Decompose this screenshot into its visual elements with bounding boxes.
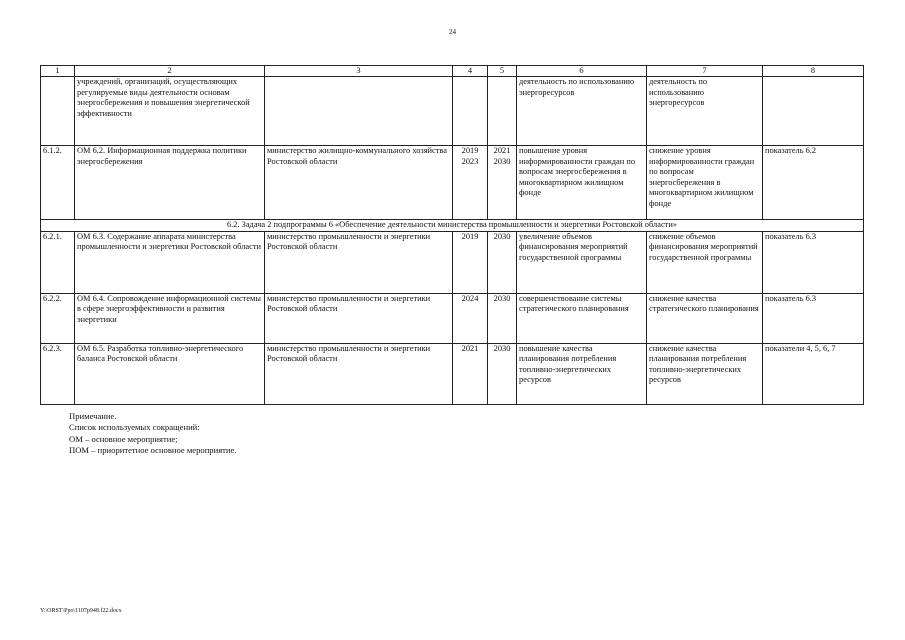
end-year: 2030 — [488, 293, 517, 343]
end-year: 2030 — [488, 343, 517, 404]
table-header-row — [41, 66, 864, 77]
row-number: 6.2.1. — [41, 231, 75, 293]
start-year: 2019 — [453, 231, 488, 293]
expected-result: повышение качества планирования потребления топливно-энергетических ресурсов — [517, 343, 647, 404]
indicator-link: показатель 6.3 — [763, 231, 864, 293]
non-implementation-consequence: снижение объемов финансирования мероприятий государственной программы — [647, 231, 763, 293]
indicator-link: показатель 6.3 — [763, 293, 864, 343]
start-year: 2024 — [453, 293, 488, 343]
note-line: ПОМ – приоритетное основное мероприятие. — [69, 445, 237, 456]
table-row — [41, 77, 864, 146]
measure-name: ОМ 6.4. Сопровождение информационной системы в сфере энергоэффективности и развития энергетики — [75, 293, 265, 343]
end-year: 2030 — [488, 231, 517, 293]
section-row — [41, 220, 864, 232]
note-heading: Примечание. — [69, 411, 117, 421]
non-implementation-consequence: деятельность по использованию энергоресурсов — [647, 77, 763, 146]
file-path-footer: Y:\ORST\Ppo\1107p948.f22.docx — [40, 608, 122, 614]
expected-result: увеличение объемов финансирования мероприятий государственной программы — [517, 231, 647, 293]
row-number: 6.2.3. — [41, 343, 75, 404]
expected-result: совершенствование системы стратегического планирования — [517, 293, 647, 343]
table-row — [41, 146, 864, 220]
indicator-link: показатель 6.2 — [763, 146, 864, 220]
table-row — [41, 343, 864, 404]
header-cell: 6 — [517, 66, 647, 77]
header-cell: 2 — [75, 66, 265, 77]
start-year: 2019 2023 — [453, 146, 488, 220]
non-implementation-consequence: снижение качества стратегического планирования — [647, 293, 763, 343]
page-number: 24 — [449, 28, 456, 36]
expected-result: повышение уровня информированности граждан по вопросам энергосбережения в многоквартирном жилищном фонде — [517, 146, 647, 220]
row-number: 6.2.2. — [41, 293, 75, 343]
executor: министерство жилищно-коммунального хозяйства Ростовской области — [265, 146, 453, 220]
executor: министерство промышленности и энергетики Ростовской области — [265, 343, 453, 404]
measure-name: ОМ 6.3. Содержание аппарата министерства промышленности и энергетики Ростовской области — [75, 231, 265, 293]
header-cell: 4 — [453, 66, 488, 77]
end-year — [488, 77, 517, 146]
end-year: 2021 2030 — [488, 146, 517, 220]
measure-name: учреждений, организаций, осуществляющих регулируемые виды деятельности основам энергосбережения и повышения энергетической эффективности — [75, 77, 265, 146]
header-cell: 3 — [265, 66, 453, 77]
row-number — [41, 77, 75, 146]
table-row — [41, 231, 864, 293]
note-line: Список используемых сокращений: — [69, 422, 200, 433]
start-year — [453, 77, 488, 146]
note-line: ОМ – основное мероприятие; — [69, 433, 178, 444]
measures-table — [40, 65, 864, 405]
section-title: 6.2. Задача 2 подпрограммы 6 «Обеспечение деятельности министерства промышленности и энергетики Ростовской области» — [41, 220, 864, 232]
expected-result: деятельность по использованию энергоресурсов — [517, 77, 647, 146]
header-cell: 5 — [488, 66, 517, 77]
header-cell: 7 — [647, 66, 763, 77]
measure-name: ОМ 6.5. Разработка топливно-энергетического баланса Ростовской области — [75, 343, 265, 404]
header-cell: 1 — [41, 66, 75, 77]
table-row — [41, 293, 864, 343]
executor: министерство промышленности и энергетики Ростовской области — [265, 231, 453, 293]
indicator-link — [763, 77, 864, 146]
notes-block — [69, 411, 236, 457]
executor — [265, 77, 453, 146]
executor: министерство промышленности и энергетики Ростовской области — [265, 293, 453, 343]
row-number: 6.1.2. — [41, 146, 75, 220]
non-implementation-consequence: снижение уровня информированности граждан по вопросам энергосбережения в многоквартирном жилищном фонде — [647, 146, 763, 220]
start-year: 2021 — [453, 343, 488, 404]
measure-name: ОМ 6.2. Информационная поддержка политики энергосбережения — [75, 146, 265, 220]
non-implementation-consequence: снижение качества планирования потребления топливно-энергетических ресурсов — [647, 343, 763, 404]
indicator-link: показатели 4, 5, 6, 7 — [763, 343, 864, 404]
header-cell: 8 — [763, 66, 864, 77]
